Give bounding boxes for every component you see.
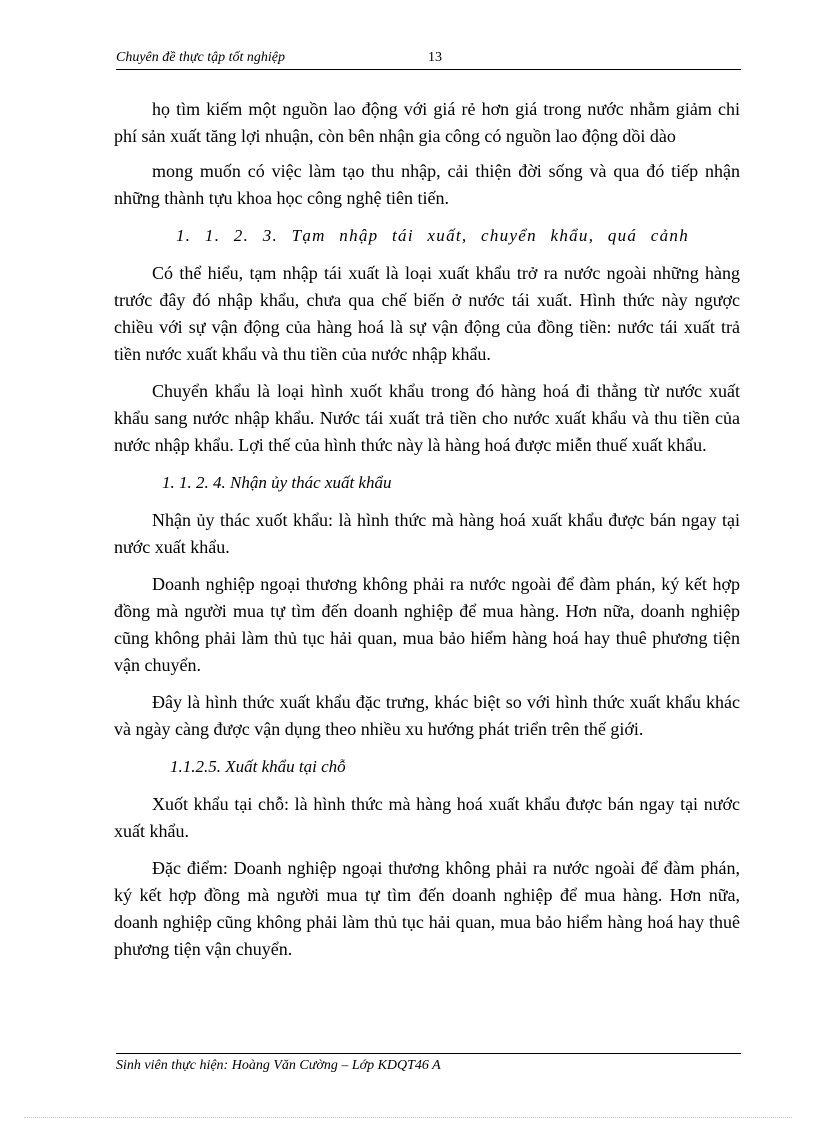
header-title: Chuyên đề thực tập tốt nghiệp bbox=[116, 50, 285, 65]
section-heading-1-1-2-5: 1.1.2.5. Xuất khẩu tại chỗ bbox=[170, 757, 346, 776]
page-number: 13 bbox=[428, 50, 442, 65]
document-body bbox=[114, 96, 740, 973]
footer-text: Sinh viên thực hiện: Hoàng Văn Cường – Lớp KDQT46 A bbox=[116, 1058, 441, 1073]
section-heading-1-1-2-3: 1. 1. 2. 3. Tạm nhập tái xuất, chuyển khẩu, quá cảnh bbox=[176, 226, 690, 245]
paragraph-9: Đặc điểm: Doanh nghiệp ngoại thương không phải ra nước ngoài để đàm phán, ký kết hợp đồng mà người mua tự tìm đến doanh nghiệp để mua hàng. Hơn nữa, doanh nghiệp cũng không phải làm thủ tục hải quan, mua bảo hiểm hàng hoá hay thuê phương tiện vận chuyển. bbox=[114, 858, 740, 959]
paragraph-8: Xuốt khẩu tại chỗ: là hình thức mà hàng hoá xuất khẩu được bán ngay tại nước xuất khẩu. bbox=[114, 794, 740, 841]
paragraph-1: họ tìm kiếm một nguồn lao động với giá rẻ hơn giá trong nước nhằm giảm chi phí sản xuất tăng lợi nhuận, còn bên nhận gia công có nguồn lao động dồi dào bbox=[114, 99, 740, 146]
paragraph-4: Chuyển khẩu là loại hình xuốt khẩu trong đó hàng hoá đi thẳng từ nước xuất khẩu sang nước nhập khẩu. Nước tái xuất trả tiền cho nước xuất khẩu và thu tiền của nước nhập khẩu. Lợi thế của hình thức này là hàng hoá được miễn thuế xuất khẩu. bbox=[114, 381, 740, 455]
section-heading-1-1-2-4: 1. 1. 2. 4. Nhận ủy thác xuất khẩu bbox=[162, 473, 392, 492]
paragraph-6: Doanh nghiệp ngoại thương không phải ra nước ngoài để đàm phán, ký kết hợp đồng mà người mua tự tìm đến doanh nghiệp để mua hàng. Hơn nữa, doanh nghiệp cũng không phải làm thủ tục hải quan, mua bảo hiểm hàng hoá hay thuê phương tiện vận chuyển. bbox=[114, 574, 740, 675]
paragraph-2: mong muốn có việc làm tạo thu nhập, cải thiện đời sống và qua đó tiếp nhận những thành tựu khoa học công nghệ tiên tiến. bbox=[114, 161, 740, 208]
paragraph-7: Đây là hình thức xuất khẩu đặc trưng, khác biệt so với hình thức xuất khẩu khác và ngày càng được vận dụng theo nhiều xu hướng phát triển trên thế giới. bbox=[114, 692, 740, 739]
page-footer bbox=[116, 1053, 741, 1074]
page-bottom-divider bbox=[24, 1117, 792, 1118]
paragraph-5: Nhận ủy thác xuốt khẩu: là hình thức mà hàng hoá xuất khẩu được bán ngay tại nước xuất khẩu. bbox=[114, 510, 740, 557]
paragraph-3: Có thể hiểu, tạm nhập tái xuất là loại xuất khẩu trở ra nước ngoài những hàng trước đây đó nhập khẩu, chưa qua chế biến ở nước tái xuất. Hình thức này ngược chiều với sự vận động của hàng hoá là sự vận động của đồng tiền: nước tái xuất trả tiền nước xuất khẩu và thu tiền của nước nhập khẩu. bbox=[114, 263, 740, 364]
page-header bbox=[116, 49, 741, 70]
